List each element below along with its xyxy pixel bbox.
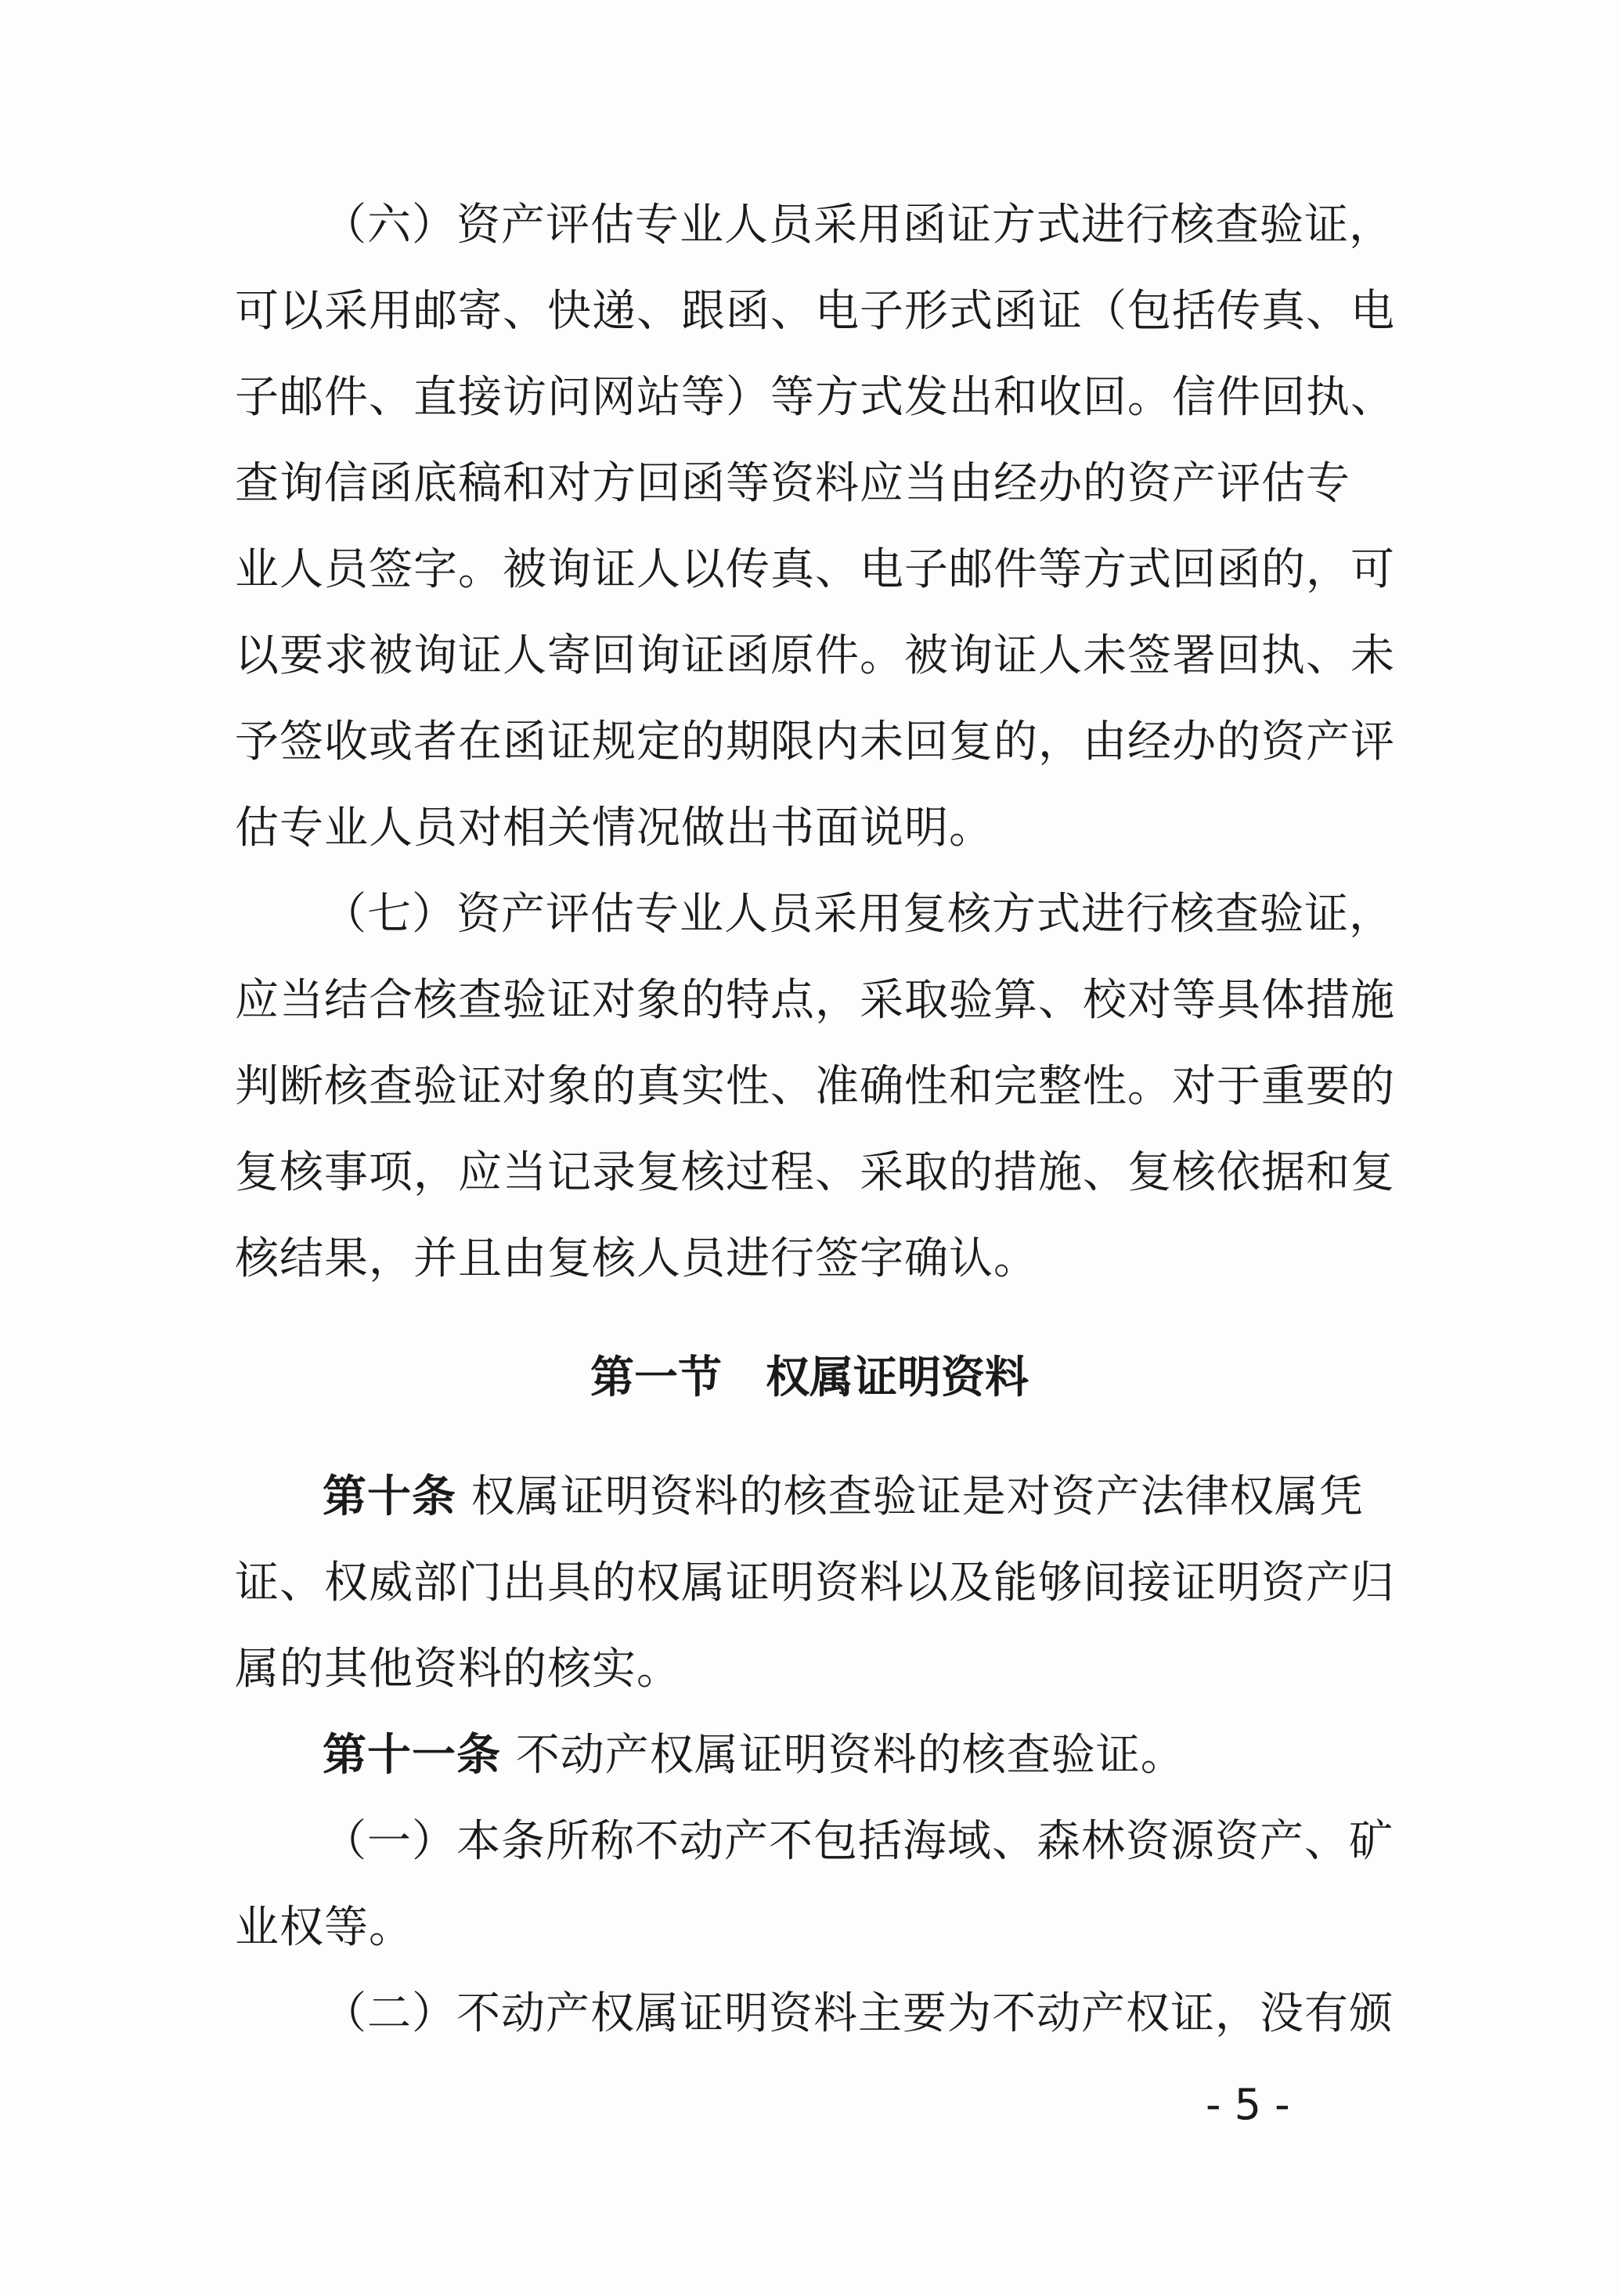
para7-line-1: （七）资产评估专业人员采用复核方式进行核查验证， — [323, 889, 1394, 940]
item1-line-2: 业权等。 — [235, 1902, 413, 1953]
para6-line-1: （六）资产评估专业人员采用函证方式进行核查验证， — [323, 200, 1394, 251]
section-heading: 第一节 权属证明资料 — [590, 1352, 1029, 1403]
page-number: - 5 - — [1206, 2080, 1290, 2129]
para6-line-2: 可以采用邮寄、快递、跟函、电子形式函证（包括传真、电 — [235, 286, 1395, 337]
para7-line-3: 判断核查验证对象的真实性、准确性和完整性。对于重要的 — [235, 1061, 1395, 1112]
article11-label: 第十一条 — [323, 1730, 501, 1781]
para7-line-2: 应当结合核查验证对象的特点，采取验算、校对等具体措施 — [235, 975, 1395, 1026]
article11-text: 不动产权属证明资料的核查验证。 — [501, 1730, 1185, 1781]
article10-text: 权属证明资料的核查验证是对资产法律权属凭 — [456, 1471, 1364, 1522]
para6-line-3: 子邮件、直接访问网站等）等方式发出和收回。信件回执、 — [235, 372, 1395, 423]
para7-line-5: 核结果，并且由复核人员进行签字确认。 — [235, 1233, 1038, 1284]
para6-line-4: 查询信函底稿和对方回函等资料应当由经办的资产评估专 — [235, 458, 1350, 509]
article11-line-1 — [323, 1724, 1185, 1787]
article10-line-3: 属的其他资料的核实。 — [235, 1644, 681, 1695]
para6-line-8: 估专业人员对相关情况做出书面说明。 — [235, 803, 993, 854]
item1-line-1: （一）本条所称不动产不包括海域、森林资源资产、矿 — [323, 1816, 1394, 1867]
article10-line-2: 证、权威部门出具的权属证明资料以及能够间接证明资产归 — [235, 1558, 1395, 1608]
para6-line-7: 予签收或者在函证规定的期限内未回复的，由经办的资产评 — [235, 717, 1395, 767]
item2-line-1: （二）不动产权属证明资料主要为不动产权证，没有颁 — [323, 1988, 1394, 2039]
article10-label: 第十条 — [323, 1471, 456, 1522]
para7-line-4: 复核事项，应当记录复核过程、采取的措施、复核依据和复 — [235, 1147, 1395, 1198]
article10-line-1 — [323, 1466, 1364, 1529]
para6-line-6: 以要求被询证人寄回询证函原件。被询证人未签署回执、未 — [235, 630, 1395, 681]
para6-line-5: 业人员签字。被询证人以传真、电子邮件等方式回函的，可 — [235, 544, 1395, 595]
